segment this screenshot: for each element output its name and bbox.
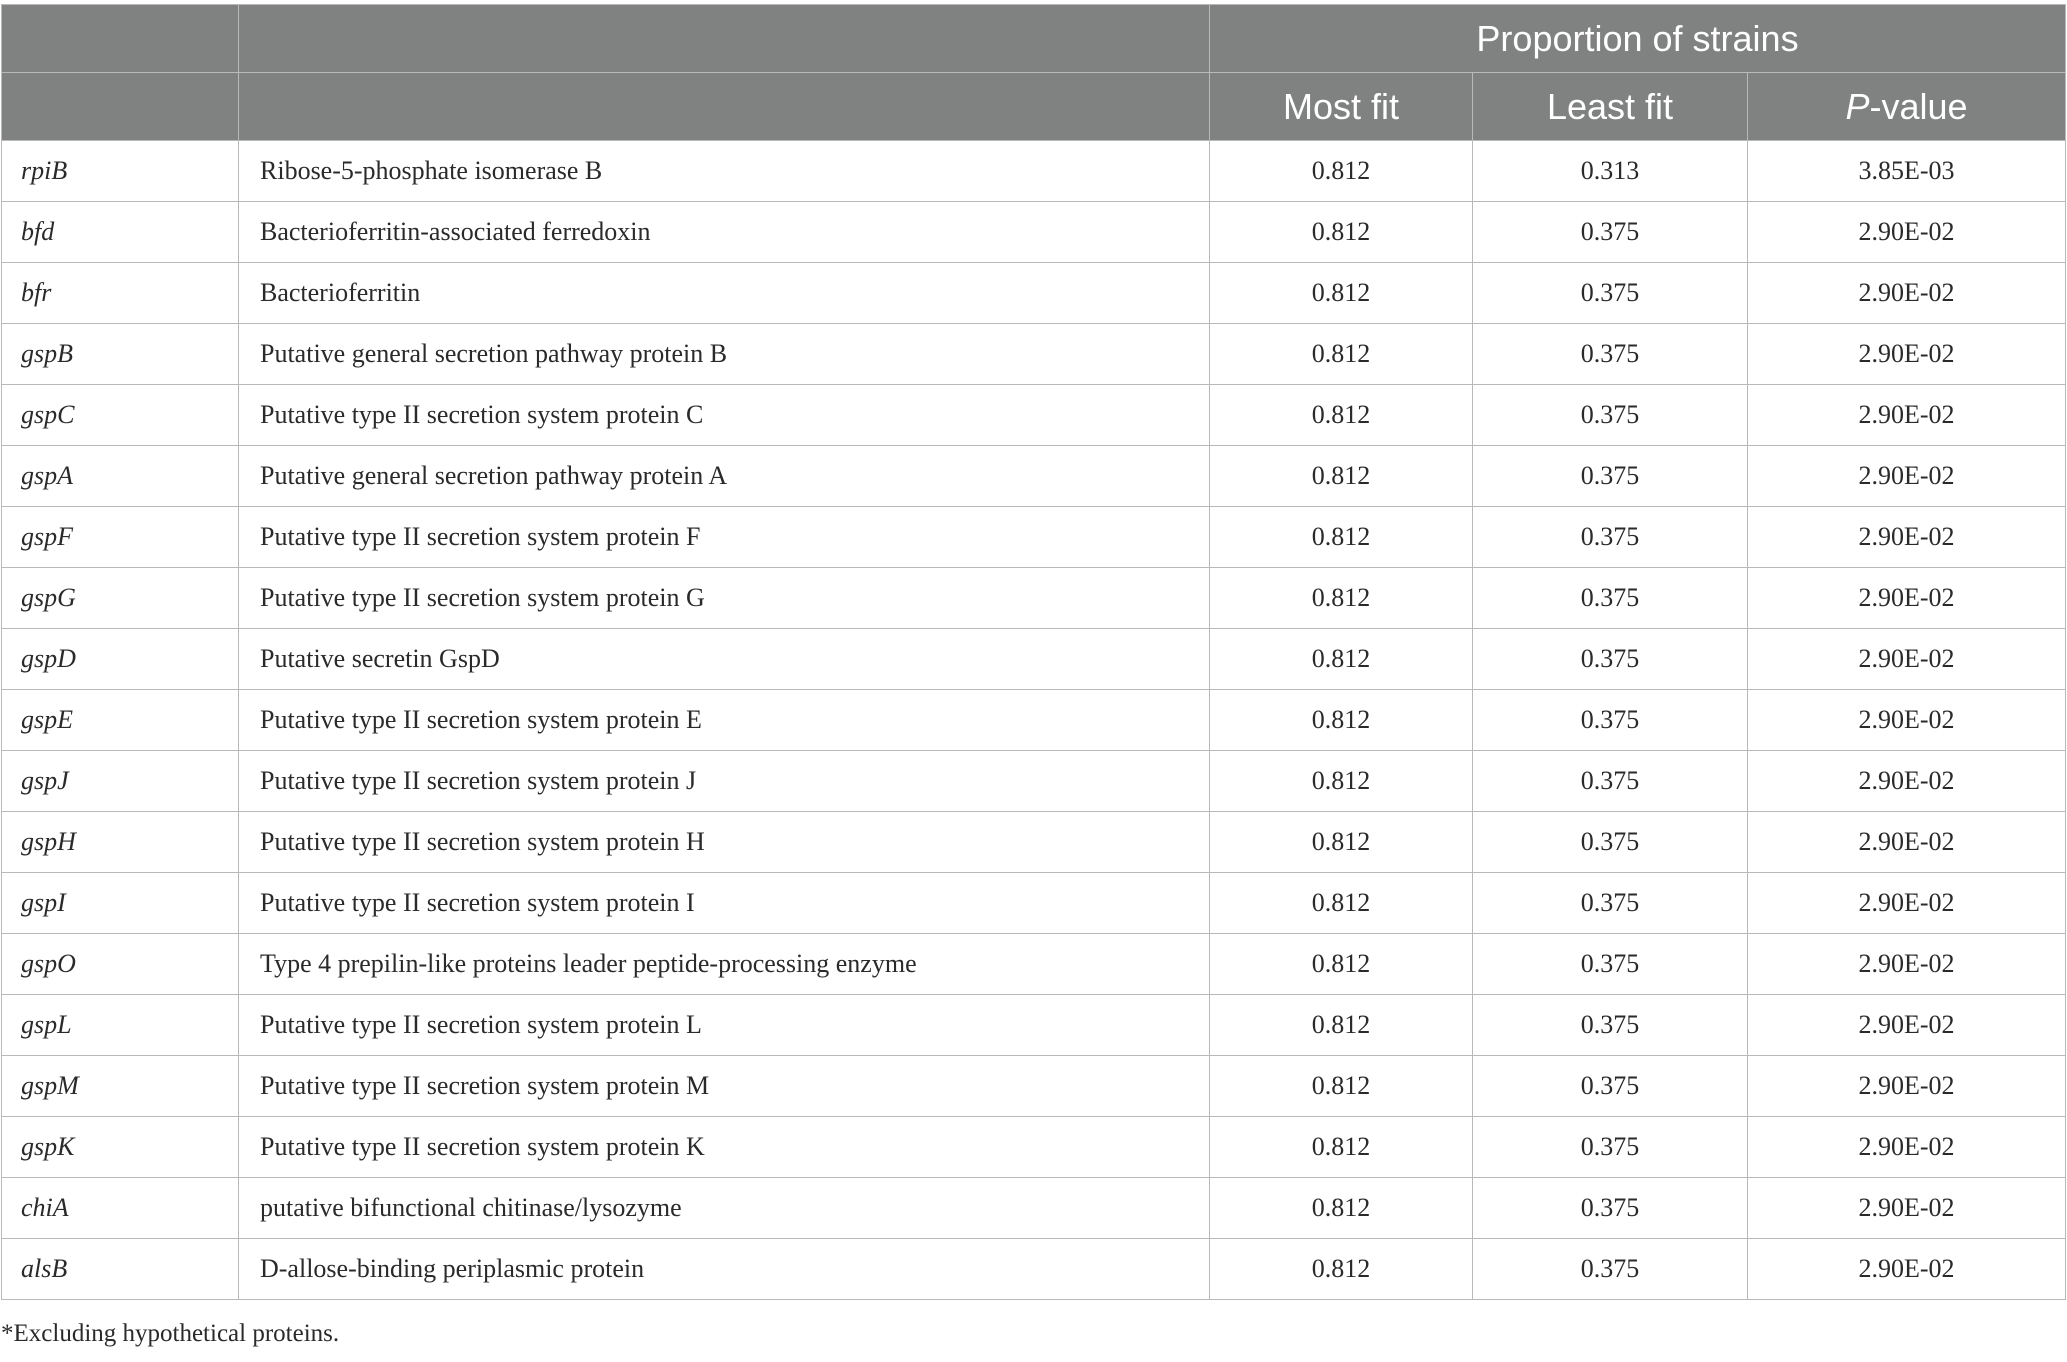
most-fit-cell: 0.812: [1210, 995, 1473, 1056]
least-fit-cell: 0.375: [1473, 568, 1748, 629]
gene-cell: gspB: [2, 324, 239, 385]
gene-cell: gspD: [2, 629, 239, 690]
description-cell: Bacterioferritin: [239, 263, 1210, 324]
gene-cell: gspH: [2, 812, 239, 873]
p-value-cell: 3.85E-03: [1748, 141, 2066, 202]
gene-cell: gspE: [2, 690, 239, 751]
gene-cell: chiA: [2, 1178, 239, 1239]
most-fit-cell: 0.812: [1210, 1056, 1473, 1117]
least-fit-cell: 0.375: [1473, 1117, 1748, 1178]
most-fit-cell: 0.812: [1210, 385, 1473, 446]
header-row-group: [2, 5, 2066, 73]
most-fit-cell: 0.812: [1210, 568, 1473, 629]
p-value-cell: 2.90E-02: [1748, 1239, 2066, 1300]
least-fit-cell: 0.375: [1473, 1056, 1748, 1117]
p-value-cell: 2.90E-02: [1748, 995, 2066, 1056]
header-blank-description: [239, 5, 1210, 73]
least-fit-cell: 0.375: [1473, 202, 1748, 263]
least-fit-cell: 0.375: [1473, 385, 1748, 446]
header-blank-description-2: [239, 73, 1210, 141]
table-footnote: *Excluding hypothetical proteins.: [1, 1320, 340, 1347]
most-fit-cell: 0.812: [1210, 202, 1473, 263]
description-cell: Putative type II secretion system protein G: [239, 568, 1210, 629]
least-fit-cell: 0.375: [1473, 690, 1748, 751]
table-row: [2, 1056, 2066, 1117]
description-cell: Type 4 prepilin-like proteins leader peptide-processing enzyme: [239, 934, 1210, 995]
most-fit-cell: 0.812: [1210, 690, 1473, 751]
table-row: [2, 934, 2066, 995]
gene-cell: alsB: [2, 1239, 239, 1300]
most-fit-cell: 0.812: [1210, 141, 1473, 202]
p-value-cell: 2.90E-02: [1748, 1178, 2066, 1239]
description-cell: Putative general secretion pathway protein B: [239, 324, 1210, 385]
table-body: [2, 141, 2066, 1300]
table-row: [2, 690, 2066, 751]
table-row: [2, 1239, 2066, 1300]
p-value-cell: 2.90E-02: [1748, 934, 2066, 995]
table-row: [2, 324, 2066, 385]
least-fit-cell: 0.375: [1473, 1239, 1748, 1300]
table-header: [2, 5, 2066, 141]
table-row: [2, 751, 2066, 812]
p-value-cell: 2.90E-02: [1748, 324, 2066, 385]
least-fit-cell: 0.375: [1473, 629, 1748, 690]
most-fit-cell: 0.812: [1210, 873, 1473, 934]
header-p-value-italic: P: [1845, 85, 1870, 127]
p-value-cell: 2.90E-02: [1748, 629, 2066, 690]
least-fit-cell: 0.375: [1473, 751, 1748, 812]
header-blank-gene-2: [2, 73, 239, 141]
description-cell: Putative general secretion pathway protein A: [239, 446, 1210, 507]
p-value-cell: 2.90E-02: [1748, 873, 2066, 934]
most-fit-cell: 0.812: [1210, 812, 1473, 873]
header-p-value: [1748, 73, 2066, 141]
least-fit-cell: 0.375: [1473, 812, 1748, 873]
least-fit-cell: 0.313: [1473, 141, 1748, 202]
results-table-container: [1, 4, 2065, 1300]
gene-cell: bfr: [2, 263, 239, 324]
most-fit-cell: 0.812: [1210, 324, 1473, 385]
table-row: [2, 873, 2066, 934]
most-fit-cell: 0.812: [1210, 934, 1473, 995]
table-row: [2, 812, 2066, 873]
description-cell: Putative type II secretion system protein K: [239, 1117, 1210, 1178]
p-value-cell: 2.90E-02: [1748, 202, 2066, 263]
p-value-cell: 2.90E-02: [1748, 812, 2066, 873]
header-least-fit: Least fit: [1473, 73, 1748, 141]
p-value-cell: 2.90E-02: [1748, 507, 2066, 568]
description-cell: putative bifunctional chitinase/lysozyme: [239, 1178, 1210, 1239]
most-fit-cell: 0.812: [1210, 446, 1473, 507]
p-value-cell: 2.90E-02: [1748, 751, 2066, 812]
least-fit-cell: 0.375: [1473, 934, 1748, 995]
most-fit-cell: 0.812: [1210, 1117, 1473, 1178]
description-cell: Ribose-5-phosphate isomerase B: [239, 141, 1210, 202]
description-cell: Putative type II secretion system protein M: [239, 1056, 1210, 1117]
p-value-cell: 2.90E-02: [1748, 1056, 2066, 1117]
gene-cell: gspL: [2, 995, 239, 1056]
least-fit-cell: 0.375: [1473, 263, 1748, 324]
table-row: [2, 263, 2066, 324]
description-cell: Putative type II secretion system protein C: [239, 385, 1210, 446]
table-row: [2, 141, 2066, 202]
gene-cell: gspC: [2, 385, 239, 446]
p-value-cell: 2.90E-02: [1748, 385, 2066, 446]
description-cell: D-allose-binding periplasmic protein: [239, 1239, 1210, 1300]
p-value-cell: 2.90E-02: [1748, 446, 2066, 507]
gene-cell: gspO: [2, 934, 239, 995]
header-proportion-of-strains: Proportion of strains: [1210, 5, 2066, 73]
table-row: [2, 385, 2066, 446]
least-fit-cell: 0.375: [1473, 446, 1748, 507]
gene-cell: gspK: [2, 1117, 239, 1178]
description-cell: Putative type II secretion system protein L: [239, 995, 1210, 1056]
header-most-fit: Most fit: [1210, 73, 1473, 141]
p-value-cell: 2.90E-02: [1748, 690, 2066, 751]
description-cell: Bacterioferritin-associated ferredoxin: [239, 202, 1210, 263]
most-fit-cell: 0.812: [1210, 1239, 1473, 1300]
header-p-value-suffix: -value: [1869, 85, 1968, 127]
gene-cell: rpiB: [2, 141, 239, 202]
most-fit-cell: 0.812: [1210, 507, 1473, 568]
least-fit-cell: 0.375: [1473, 1178, 1748, 1239]
description-cell: Putative type II secretion system protein J: [239, 751, 1210, 812]
table-row: [2, 507, 2066, 568]
description-cell: Putative type II secretion system protein H: [239, 812, 1210, 873]
header-blank-gene: [2, 5, 239, 73]
least-fit-cell: 0.375: [1473, 324, 1748, 385]
most-fit-cell: 0.812: [1210, 1178, 1473, 1239]
least-fit-cell: 0.375: [1473, 507, 1748, 568]
gene-cell: gspJ: [2, 751, 239, 812]
table-row: [2, 629, 2066, 690]
description-cell: Putative type II secretion system protein F: [239, 507, 1210, 568]
gene-cell: gspG: [2, 568, 239, 629]
least-fit-cell: 0.375: [1473, 873, 1748, 934]
description-cell: Putative type II secretion system protein E: [239, 690, 1210, 751]
p-value-cell: 2.90E-02: [1748, 263, 2066, 324]
table-row: [2, 568, 2066, 629]
table-row: [2, 202, 2066, 263]
most-fit-cell: 0.812: [1210, 263, 1473, 324]
gene-cell: gspI: [2, 873, 239, 934]
most-fit-cell: 0.812: [1210, 629, 1473, 690]
gene-cell: gspM: [2, 1056, 239, 1117]
gene-proportion-table: [1, 4, 2066, 1300]
table-row: [2, 1117, 2066, 1178]
p-value-cell: 2.90E-02: [1748, 568, 2066, 629]
p-value-cell: 2.90E-02: [1748, 1117, 2066, 1178]
gene-cell: bfd: [2, 202, 239, 263]
header-row-columns: [2, 73, 2066, 141]
table-row: [2, 1178, 2066, 1239]
description-cell: Putative secretin GspD: [239, 629, 1210, 690]
gene-cell: gspF: [2, 507, 239, 568]
table-row: [2, 995, 2066, 1056]
table-row: [2, 446, 2066, 507]
gene-cell: gspA: [2, 446, 239, 507]
least-fit-cell: 0.375: [1473, 995, 1748, 1056]
description-cell: Putative type II secretion system protein I: [239, 873, 1210, 934]
most-fit-cell: 0.812: [1210, 751, 1473, 812]
